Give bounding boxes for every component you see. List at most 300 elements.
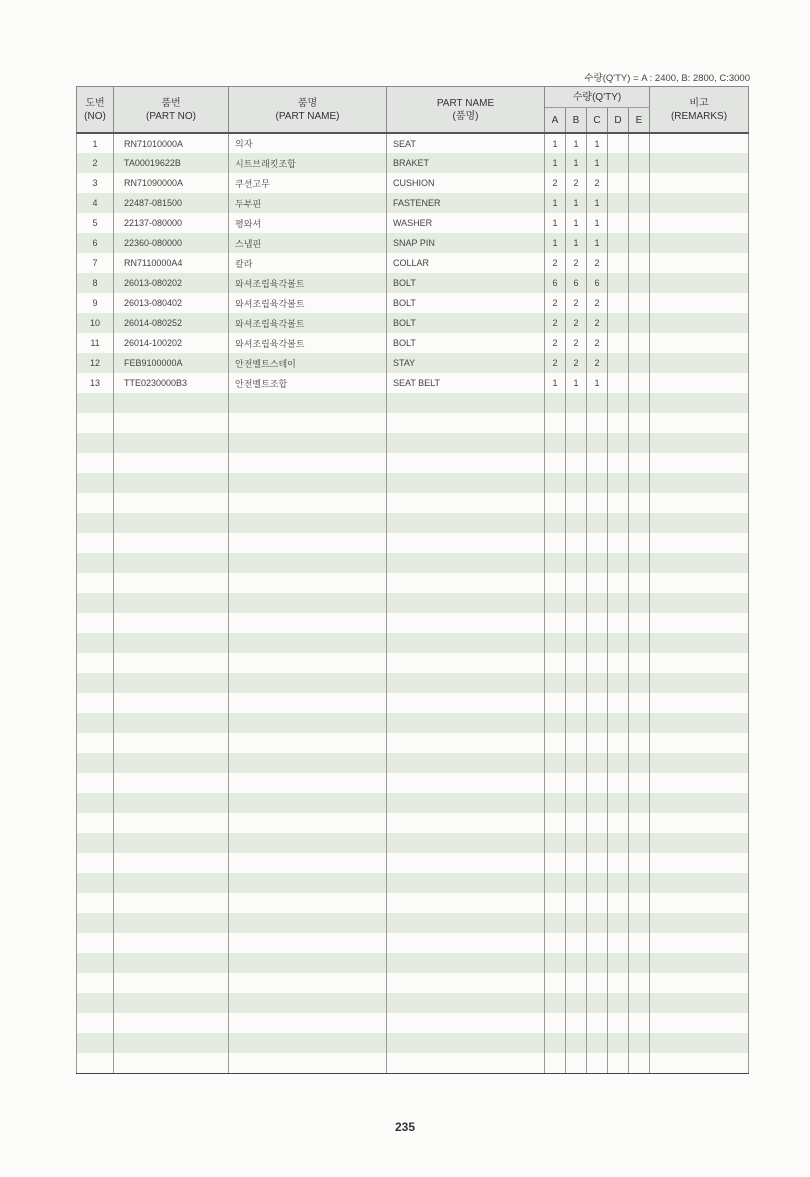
quantity-a-cell — [545, 553, 566, 573]
quantity-c-cell: 1 — [587, 213, 608, 233]
part-number-cell: RN7110000A4 — [114, 253, 229, 273]
part-name-english-cell — [387, 913, 545, 933]
empty-table-row — [77, 813, 749, 833]
quantity-a-cell — [545, 973, 566, 993]
quantity-a-cell: 2 — [545, 333, 566, 353]
part-number-cell — [114, 973, 229, 993]
quantity-b-cell — [566, 513, 587, 533]
quantity-c-cell — [587, 1053, 608, 1073]
quantity-c-cell: 1 — [587, 233, 608, 253]
part-name-korean-cell: 안전벨트조합 — [229, 373, 387, 393]
parts-list-table — [76, 86, 749, 1074]
remarks-cell — [650, 793, 749, 813]
empty-table-row — [77, 1053, 749, 1073]
quantity-c-cell — [587, 673, 608, 693]
quantity-d-cell — [608, 253, 629, 273]
quantity-d-cell — [608, 893, 629, 913]
quantity-c-cell — [587, 873, 608, 893]
quantity-e-cell — [629, 233, 650, 253]
quantity-d-cell — [608, 433, 629, 453]
quantity-e-cell — [629, 933, 650, 953]
part-number-cell — [114, 633, 229, 653]
empty-table-row — [77, 633, 749, 653]
empty-table-row — [77, 453, 749, 473]
remarks-cell — [650, 933, 749, 953]
quantity-c-cell: 1 — [587, 133, 608, 153]
quantity-e-cell — [629, 893, 650, 913]
header-qty-a: A — [545, 108, 566, 134]
quantity-a-cell — [545, 573, 566, 593]
remarks-cell — [650, 653, 749, 673]
empty-table-row — [77, 713, 749, 733]
remarks-cell — [650, 453, 749, 473]
quantity-e-cell — [629, 813, 650, 833]
table-row — [77, 133, 749, 153]
empty-table-row — [77, 533, 749, 553]
quantity-c-cell: 2 — [587, 313, 608, 333]
quantity-d-cell — [608, 333, 629, 353]
quantity-e-cell — [629, 593, 650, 613]
remarks-cell — [650, 353, 749, 373]
quantity-e-cell — [629, 473, 650, 493]
empty-table-row — [77, 793, 749, 813]
quantity-c-cell — [587, 793, 608, 813]
quantity-b-cell — [566, 773, 587, 793]
empty-table-row — [77, 853, 749, 873]
remarks-cell — [650, 573, 749, 593]
quantity-d-cell — [608, 853, 629, 873]
empty-table-row — [77, 573, 749, 593]
quantity-c-cell — [587, 433, 608, 453]
item-number-cell — [77, 433, 114, 453]
item-number-cell — [77, 733, 114, 753]
quantity-a-cell: 1 — [545, 193, 566, 213]
quantity-e-cell — [629, 833, 650, 853]
part-name-korean-cell: 와셔조립육각볼트 — [229, 313, 387, 333]
part-number-cell: TTE0230000B3 — [114, 373, 229, 393]
header-quantity: 수량(Q'TY) — [545, 87, 650, 108]
quantity-b-cell: 1 — [566, 153, 587, 173]
quantity-b-cell: 2 — [566, 293, 587, 313]
quantity-a-cell — [545, 1053, 566, 1073]
quantity-e-cell — [629, 733, 650, 753]
item-number-cell — [77, 853, 114, 873]
part-name-english-cell — [387, 1013, 545, 1033]
remarks-cell — [650, 1033, 749, 1053]
remarks-cell — [650, 873, 749, 893]
quantity-a-cell — [545, 1013, 566, 1033]
empty-table-row — [77, 1013, 749, 1033]
part-number-cell — [114, 1013, 229, 1033]
header-qty-c: C — [587, 108, 608, 134]
quantity-b-cell: 1 — [566, 233, 587, 253]
quantity-d-cell — [608, 513, 629, 533]
quantity-c-cell — [587, 913, 608, 933]
quantity-c-cell: 2 — [587, 333, 608, 353]
part-number-cell: RN71090000A — [114, 173, 229, 193]
part-name-korean-cell: 두부핀 — [229, 193, 387, 213]
part-number-cell — [114, 453, 229, 473]
quantity-e-cell — [629, 793, 650, 813]
part-name-korean-cell — [229, 513, 387, 533]
quantity-a-cell: 1 — [545, 373, 566, 393]
header-kname-kr: 품명 — [297, 97, 318, 109]
item-number-cell: 5 — [77, 213, 114, 233]
quantity-c-cell — [587, 493, 608, 513]
part-name-english-cell — [387, 753, 545, 773]
quantity-d-cell — [608, 393, 629, 413]
quantity-e-cell — [629, 1013, 650, 1033]
part-number-cell: 22137-080000 — [114, 213, 229, 233]
quantity-e-cell — [629, 153, 650, 173]
part-name-english-cell: CUSHION — [387, 173, 545, 193]
quantity-e-cell — [629, 613, 650, 633]
quantity-a-cell — [545, 413, 566, 433]
item-number-cell — [77, 653, 114, 673]
item-number-cell — [77, 813, 114, 833]
part-name-korean-cell — [229, 533, 387, 553]
remarks-cell — [650, 313, 749, 333]
quantity-e-cell — [629, 973, 650, 993]
quantity-a-cell — [545, 933, 566, 953]
quantity-d-cell — [608, 353, 629, 373]
remarks-cell — [650, 593, 749, 613]
quantity-d-cell — [608, 213, 629, 233]
quantity-a-cell — [545, 473, 566, 493]
part-number-cell — [114, 693, 229, 713]
part-name-english-cell: BRAKET — [387, 153, 545, 173]
part-number-cell — [114, 673, 229, 693]
quantity-b-cell: 1 — [566, 133, 587, 153]
part-number-cell — [114, 1053, 229, 1073]
part-name-english-cell — [387, 553, 545, 573]
item-number-cell: 9 — [77, 293, 114, 313]
part-number-cell — [114, 793, 229, 813]
part-name-korean-cell: 쿠션고무 — [229, 173, 387, 193]
quantity-c-cell: 2 — [587, 253, 608, 273]
part-name-english-cell — [387, 453, 545, 473]
quantity-a-cell — [545, 433, 566, 453]
quantity-b-cell — [566, 913, 587, 933]
table-header — [77, 87, 749, 134]
empty-table-row — [77, 973, 749, 993]
part-number-cell — [114, 413, 229, 433]
remarks-cell — [650, 733, 749, 753]
part-name-english-cell — [387, 713, 545, 733]
quantity-a-cell: 2 — [545, 293, 566, 313]
part-number-cell — [114, 713, 229, 733]
part-name-english-cell: COLLAR — [387, 253, 545, 273]
quantity-c-cell — [587, 713, 608, 733]
part-name-korean-cell — [229, 1033, 387, 1053]
part-name-english-cell: SEAT — [387, 133, 545, 153]
quantity-a-cell — [545, 613, 566, 633]
item-number-cell — [77, 793, 114, 813]
remarks-cell — [650, 513, 749, 533]
quantity-c-cell — [587, 833, 608, 853]
part-name-english-cell: BOLT — [387, 313, 545, 333]
quantity-d-cell — [608, 233, 629, 253]
part-name-english-cell — [387, 533, 545, 553]
remarks-cell — [650, 373, 749, 393]
part-name-korean-cell — [229, 413, 387, 433]
quantity-c-cell: 1 — [587, 373, 608, 393]
quantity-b-cell — [566, 793, 587, 813]
quantity-b-cell: 2 — [566, 353, 587, 373]
remarks-cell — [650, 433, 749, 453]
part-number-cell: 22360-080000 — [114, 233, 229, 253]
quantity-c-cell — [587, 513, 608, 533]
part-name-english-cell — [387, 573, 545, 593]
part-name-english-cell: SEAT BELT — [387, 373, 545, 393]
quantity-d-cell — [608, 913, 629, 933]
part-name-english-cell: WASHER — [387, 213, 545, 233]
header-no-kr: 도번 — [85, 97, 105, 109]
table-row — [77, 233, 749, 253]
part-number-cell — [114, 1033, 229, 1053]
quantity-d-cell — [608, 373, 629, 393]
quantity-e-cell — [629, 673, 650, 693]
quantity-b-cell — [566, 473, 587, 493]
quantity-e-cell — [629, 633, 650, 653]
table-row — [77, 213, 749, 233]
quantity-e-cell — [629, 293, 650, 313]
empty-table-row — [77, 433, 749, 453]
item-number-cell: 11 — [77, 333, 114, 353]
part-number-cell: 22487-081500 — [114, 193, 229, 213]
empty-table-row — [77, 393, 749, 413]
part-name-korean-cell — [229, 613, 387, 633]
quantity-d-cell — [608, 553, 629, 573]
item-number-cell — [77, 473, 114, 493]
part-number-cell: 26014-100202 — [114, 333, 229, 353]
item-number-cell — [77, 833, 114, 853]
quantity-c-cell — [587, 533, 608, 553]
part-name-english-cell: BOLT — [387, 293, 545, 313]
quantity-c-cell — [587, 633, 608, 653]
remarks-cell — [650, 893, 749, 913]
remarks-cell — [650, 753, 749, 773]
quantity-c-cell — [587, 653, 608, 673]
part-name-english-cell — [387, 653, 545, 673]
part-name-korean-cell — [229, 433, 387, 453]
quantity-c-cell — [587, 933, 608, 953]
quantity-d-cell — [608, 173, 629, 193]
quantity-d-cell — [608, 873, 629, 893]
item-number-cell — [77, 1053, 114, 1073]
quantity-e-cell — [629, 393, 650, 413]
quantity-d-cell — [608, 153, 629, 173]
quantity-a-cell — [545, 853, 566, 873]
item-number-cell: 7 — [77, 253, 114, 273]
part-name-korean-cell — [229, 873, 387, 893]
part-name-english-cell — [387, 413, 545, 433]
part-number-cell — [114, 893, 229, 913]
header-ename-kr: (품명) — [452, 110, 479, 122]
quantity-a-cell — [545, 733, 566, 753]
part-number-cell — [114, 573, 229, 593]
remarks-cell — [650, 833, 749, 853]
quantity-b-cell: 6 — [566, 273, 587, 293]
part-name-english-cell — [387, 953, 545, 973]
empty-table-row — [77, 613, 749, 633]
quantity-c-cell — [587, 413, 608, 433]
quantity-d-cell — [608, 1033, 629, 1053]
quantity-e-cell — [629, 753, 650, 773]
item-number-cell — [77, 673, 114, 693]
item-number-cell — [77, 893, 114, 913]
quantity-b-cell — [566, 613, 587, 633]
empty-table-row — [77, 893, 749, 913]
part-name-english-cell — [387, 973, 545, 993]
quantity-d-cell — [608, 713, 629, 733]
item-number-cell — [77, 933, 114, 953]
part-name-english-cell — [387, 873, 545, 893]
quantity-a-cell: 1 — [545, 233, 566, 253]
item-number-cell — [77, 393, 114, 413]
quantity-e-cell — [629, 653, 650, 673]
header-remarks — [650, 87, 749, 134]
empty-table-row — [77, 593, 749, 613]
quantity-c-cell — [587, 393, 608, 413]
quantity-d-cell — [608, 533, 629, 553]
quantity-e-cell — [629, 353, 650, 373]
item-number-cell — [77, 553, 114, 573]
quantity-d-cell — [608, 793, 629, 813]
remarks-cell — [650, 193, 749, 213]
part-number-cell — [114, 753, 229, 773]
quantity-a-cell: 1 — [545, 133, 566, 153]
header-kname-en: (PART NAME) — [275, 110, 340, 122]
remarks-cell — [650, 693, 749, 713]
quantity-b-cell — [566, 433, 587, 453]
quantity-e-cell — [629, 693, 650, 713]
quantity-c-cell: 1 — [587, 153, 608, 173]
empty-table-row — [77, 493, 749, 513]
part-number-cell — [114, 393, 229, 413]
part-number-cell: TA00019622B — [114, 153, 229, 173]
header-ename-en: PART NAME — [436, 97, 495, 109]
remarks-cell — [650, 233, 749, 253]
remarks-cell — [650, 633, 749, 653]
quantity-b-cell: 2 — [566, 173, 587, 193]
part-name-korean-cell — [229, 653, 387, 673]
item-number-cell: 8 — [77, 273, 114, 293]
remarks-cell — [650, 953, 749, 973]
quantity-note: 수량(Q'TY) = A : 2400, B: 2800, C:3000 — [584, 73, 750, 84]
quantity-b-cell — [566, 733, 587, 753]
item-number-cell — [77, 453, 114, 473]
quantity-a-cell: 1 — [545, 213, 566, 233]
part-name-english-cell — [387, 473, 545, 493]
part-name-korean-cell: 와셔조립육각볼트 — [229, 273, 387, 293]
part-number-cell — [114, 553, 229, 573]
part-name-english-cell — [387, 893, 545, 913]
table-row — [77, 273, 749, 293]
item-number-cell — [77, 873, 114, 893]
part-name-english-cell — [387, 833, 545, 853]
item-number-cell — [77, 1013, 114, 1033]
quantity-c-cell — [587, 733, 608, 753]
empty-table-row — [77, 673, 749, 693]
quantity-a-cell — [545, 633, 566, 653]
empty-table-row — [77, 753, 749, 773]
quantity-a-cell — [545, 953, 566, 973]
quantity-e-cell — [629, 173, 650, 193]
part-name-korean-cell: 시트브래킷조합 — [229, 153, 387, 173]
remarks-cell — [650, 973, 749, 993]
item-number-cell — [77, 913, 114, 933]
part-name-english-cell — [387, 933, 545, 953]
part-name-english-cell — [387, 393, 545, 413]
quantity-a-cell — [545, 813, 566, 833]
quantity-d-cell — [608, 833, 629, 853]
quantity-c-cell — [587, 693, 608, 713]
remarks-cell — [650, 1013, 749, 1033]
quantity-d-cell — [608, 693, 629, 713]
quantity-a-cell — [545, 793, 566, 813]
remarks-cell — [650, 713, 749, 733]
item-number-cell — [77, 693, 114, 713]
quantity-a-cell — [545, 993, 566, 1013]
item-number-cell — [77, 713, 114, 733]
quantity-c-cell — [587, 953, 608, 973]
quantity-b-cell — [566, 553, 587, 573]
quantity-a-cell — [545, 653, 566, 673]
part-name-korean-cell: 와셔조립육각볼트 — [229, 293, 387, 313]
quantity-c-cell — [587, 1033, 608, 1053]
remarks-cell — [650, 393, 749, 413]
quantity-e-cell — [629, 133, 650, 153]
quantity-a-cell: 2 — [545, 253, 566, 273]
quantity-e-cell — [629, 713, 650, 733]
part-name-korean-cell — [229, 473, 387, 493]
quantity-d-cell — [608, 453, 629, 473]
part-name-english-cell — [387, 813, 545, 833]
table-row — [77, 253, 749, 273]
quantity-e-cell — [629, 253, 650, 273]
part-name-korean-cell — [229, 593, 387, 613]
quantity-b-cell — [566, 573, 587, 593]
item-number-cell — [77, 613, 114, 633]
table-row — [77, 193, 749, 213]
quantity-c-cell — [587, 993, 608, 1013]
quantity-d-cell — [608, 593, 629, 613]
quantity-d-cell — [608, 613, 629, 633]
part-name-english-cell — [387, 613, 545, 633]
quantity-a-cell — [545, 893, 566, 913]
quantity-d-cell — [608, 733, 629, 753]
table-row — [77, 353, 749, 373]
quantity-a-cell: 2 — [545, 173, 566, 193]
part-name-korean-cell — [229, 553, 387, 573]
quantity-b-cell — [566, 953, 587, 973]
quantity-e-cell — [629, 913, 650, 933]
part-number-cell — [114, 653, 229, 673]
part-name-korean-cell: 평와셔 — [229, 213, 387, 233]
table-row — [77, 373, 749, 393]
quantity-d-cell — [608, 313, 629, 333]
part-number-cell — [114, 493, 229, 513]
quantity-e-cell — [629, 1033, 650, 1053]
part-number-cell — [114, 433, 229, 453]
part-name-english-cell — [387, 693, 545, 713]
part-name-korean-cell — [229, 773, 387, 793]
quantity-c-cell — [587, 573, 608, 593]
empty-table-row — [77, 933, 749, 953]
quantity-b-cell — [566, 453, 587, 473]
quantity-e-cell — [629, 573, 650, 593]
